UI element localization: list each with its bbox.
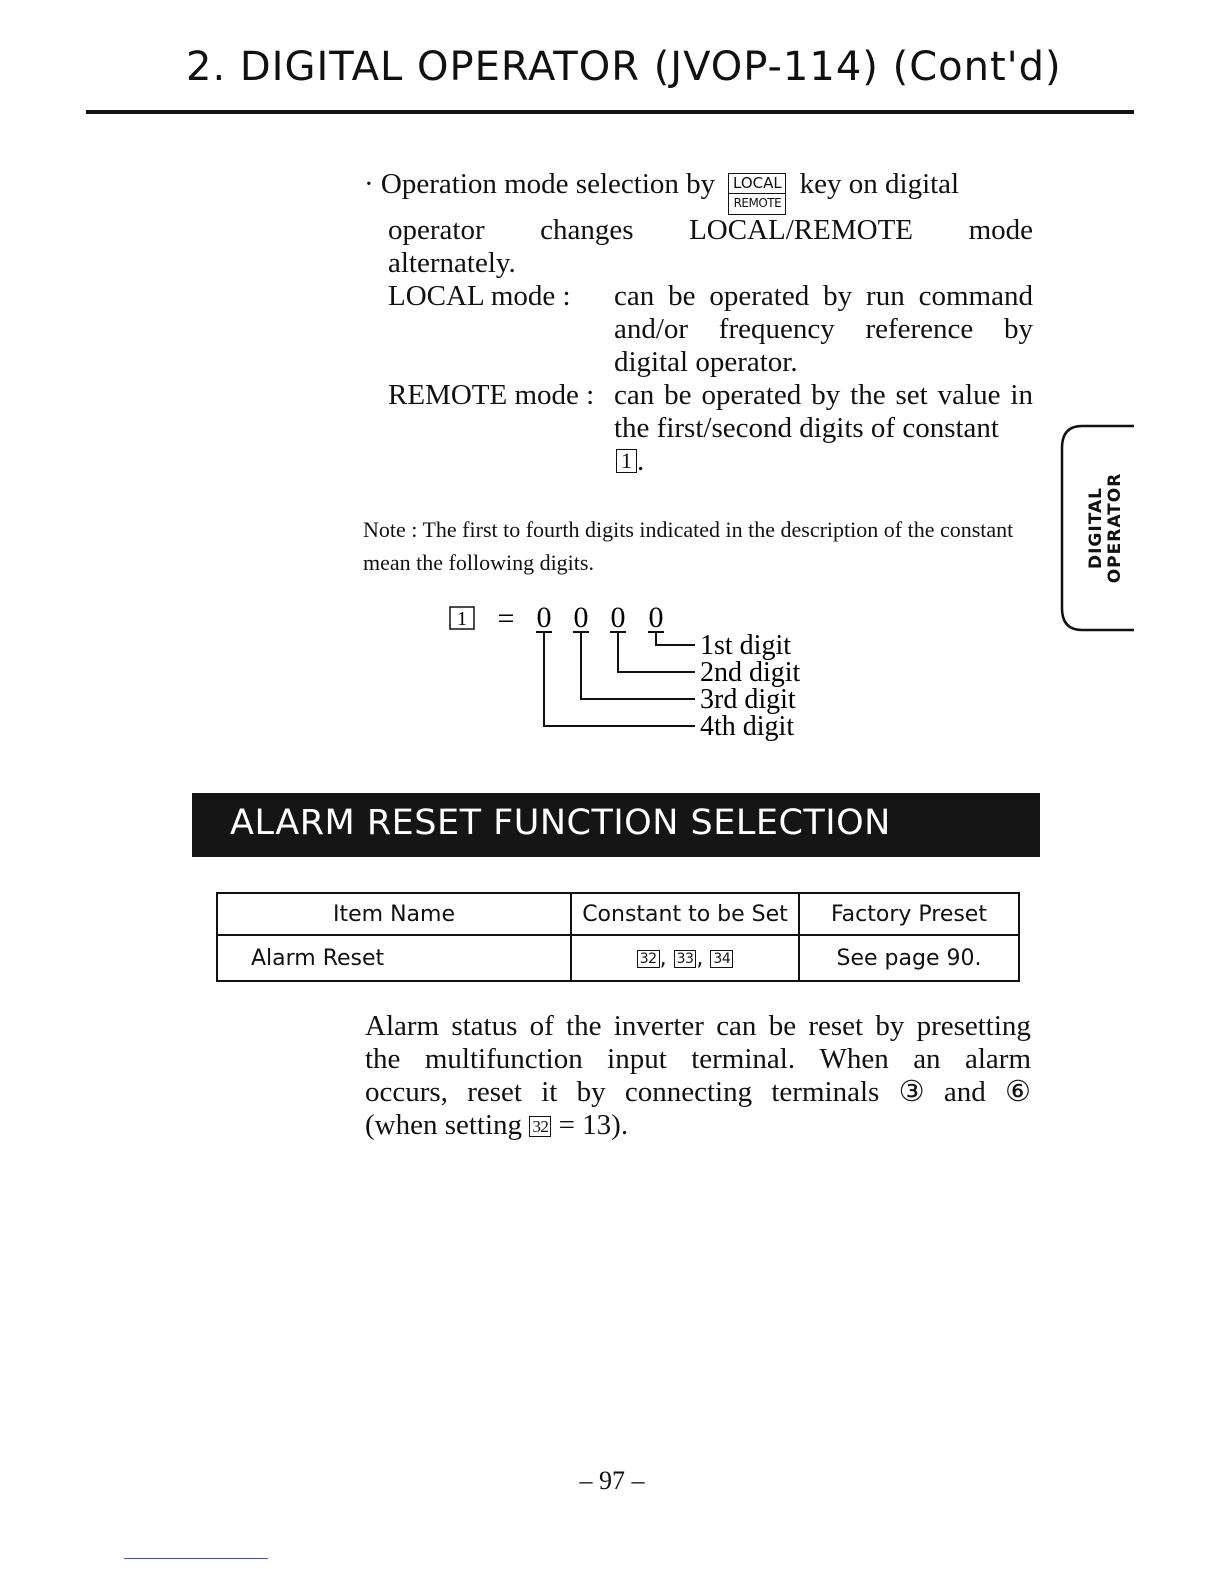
separator: , <box>696 945 704 971</box>
word: multifunction <box>424 1043 583 1075</box>
local-mode-desc-line-3: digital operator. <box>614 346 798 378</box>
terminal-3-icon: ③ <box>898 1076 925 1108</box>
digit-label-3rd: 3rd digit <box>700 684 796 715</box>
digit-3: 0 <box>573 601 589 634</box>
section-banner-title: ALARM RESET FUNCTION SELECTION <box>230 803 891 843</box>
local-mode-label: LOCAL mode : <box>388 280 571 312</box>
text: = 13). <box>558 1109 629 1141</box>
key-bottom-label: REMOTE <box>733 196 782 210</box>
word: run <box>866 280 905 312</box>
word: it <box>541 1076 558 1108</box>
digit-label-1st: 1st digit <box>700 630 792 661</box>
word: frequency <box>718 313 835 345</box>
side-tab-label <box>1087 473 1125 584</box>
alarm-para-line-1 <box>365 1010 1031 1043</box>
bottom-rule <box>124 1558 268 1559</box>
word: reset <box>808 1010 864 1042</box>
remote-mode-desc-line-1 <box>614 379 1033 412</box>
word: presetting <box>916 1010 1031 1042</box>
local-mode-desc-line-1 <box>614 280 1033 313</box>
word: command <box>918 280 1033 312</box>
side-tab-line-1: DIGITAL <box>1086 487 1106 569</box>
word: and <box>943 1076 986 1108</box>
diagram-constant: 1 <box>457 608 467 630</box>
word: input <box>607 1043 667 1075</box>
constant-box: 33 <box>674 950 697 968</box>
word: can <box>614 280 655 312</box>
word: and/or <box>614 313 689 345</box>
alarm-para-line-3 <box>365 1076 1031 1109</box>
word: When <box>819 1043 889 1075</box>
digit-label-2nd: 2nd digit <box>700 657 801 688</box>
local-mode-desc-line-2 <box>614 313 1033 346</box>
section-banner <box>192 793 1040 857</box>
intro-text: Operation mode selection by <box>380 168 716 200</box>
remote-mode-desc-line-3 <box>616 445 644 478</box>
table-cell-constants <box>571 935 799 981</box>
word: terminal. <box>691 1043 796 1075</box>
table-header: Item Name <box>217 893 571 935</box>
word: terminals <box>771 1076 880 1108</box>
word: value <box>937 379 1001 411</box>
constant-box: 1 <box>616 449 637 473</box>
word: connecting <box>624 1076 753 1108</box>
digit-4: 0 <box>536 601 552 634</box>
word: reset <box>467 1076 522 1108</box>
alarm-para-line-2 <box>365 1043 1031 1076</box>
table-row <box>217 935 1019 981</box>
leader-4th <box>544 632 695 726</box>
word: occurs, <box>365 1076 448 1108</box>
word: be <box>664 379 692 411</box>
table-header-row <box>217 893 1019 935</box>
table-header: Factory Preset <box>799 893 1019 935</box>
note-text: Note : The first to fourth digits indicated in the description of the constant mean the following digits. <box>363 517 1014 575</box>
constant-box: 32 <box>529 1116 551 1137</box>
table-cell-preset: See page 90. <box>799 935 1019 981</box>
word: by <box>1003 313 1033 345</box>
word: operated <box>701 379 802 411</box>
bullet-mark: · <box>364 168 374 200</box>
title-divider <box>86 110 1134 114</box>
diagram-equals: = <box>497 602 515 635</box>
word: by <box>823 280 853 312</box>
period: . <box>637 445 645 477</box>
alarm-para-line-4 <box>365 1109 628 1142</box>
word: by <box>811 379 841 411</box>
mode-line-3: alternately. <box>388 247 516 279</box>
alarm-reset-table <box>216 892 1020 982</box>
mode-selection-intro <box>364 168 959 215</box>
word: by <box>576 1076 606 1108</box>
word: the <box>365 1043 401 1075</box>
word: set <box>895 379 928 411</box>
text: (when setting <box>365 1109 523 1141</box>
word: changes <box>540 214 634 246</box>
word: reference <box>865 313 974 345</box>
leader-3rd <box>581 632 695 699</box>
word: mode <box>968 214 1033 246</box>
digit-label-4th: 4th digit <box>700 711 795 742</box>
intro-text-end: key on digital <box>799 168 960 200</box>
word: status <box>451 1010 518 1042</box>
word: LOCAL/REMOTE <box>689 214 914 246</box>
table-cell-item: Alarm Reset <box>217 935 571 981</box>
page-title: 2. DIGITAL OPERATOR (JVOP-114) (Cont'd) <box>186 44 1062 90</box>
word: by <box>875 1010 905 1042</box>
separator: , <box>659 945 667 971</box>
word: inverter <box>613 1010 704 1042</box>
word: be <box>668 280 696 312</box>
constant-box: 32 <box>637 950 660 968</box>
terminal-6-icon: ⑥ <box>1004 1076 1031 1108</box>
word: can <box>614 379 655 411</box>
page-number: – 97 – <box>579 1466 645 1495</box>
side-tab-line-2: OPERATOR <box>1105 472 1125 584</box>
mode-line-2 <box>388 214 1033 247</box>
table-header: Constant to be Set <box>571 893 799 935</box>
digit-2: 0 <box>610 601 626 634</box>
word: can <box>716 1010 757 1042</box>
word: in <box>1010 379 1033 411</box>
local-remote-key-icon <box>728 173 786 215</box>
word: the <box>850 379 886 411</box>
digit-diagram <box>440 596 860 756</box>
word: alarm <box>964 1043 1031 1075</box>
digit-1: 0 <box>648 601 664 634</box>
word: an <box>913 1043 941 1075</box>
key-top-label: LOCAL <box>729 174 785 194</box>
word: operated <box>709 280 810 312</box>
word: of <box>529 1010 554 1042</box>
remote-mode-label: REMOTE mode : <box>388 379 595 411</box>
remote-mode-desc-line-2: the first/second digits of constant <box>614 412 999 444</box>
word: the <box>566 1010 602 1042</box>
word: Alarm <box>365 1010 440 1042</box>
word: operator <box>388 214 485 246</box>
constant-box: 34 <box>710 950 733 968</box>
word: be <box>768 1010 797 1042</box>
